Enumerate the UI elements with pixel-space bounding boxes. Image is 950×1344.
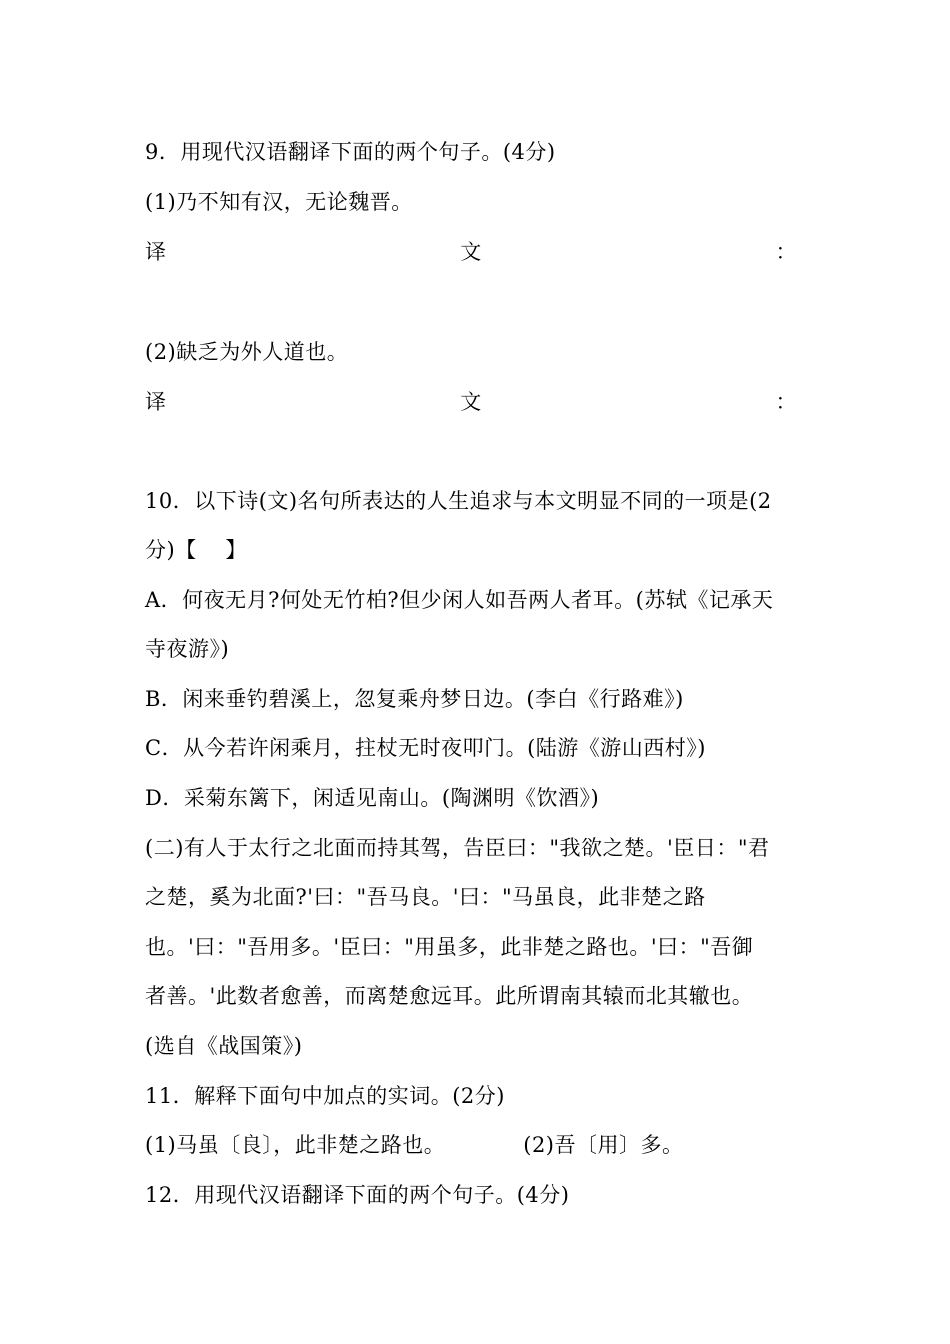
passage2-line-2: 之楚，奚为北面?'曰："吾马良。'曰："马虽良，此非楚之路 — [145, 885, 706, 909]
q10-option-b: B．闲来垂钓碧溪上，忽复乘舟梦日边。(李白《行路难》) — [145, 687, 684, 711]
translation-colon: ： — [775, 390, 797, 414]
q11-item-2: (2)吾〔用〕多。 — [523, 1133, 684, 1157]
q12-title: 12．用现代汉语翻译下面的两个句子。(4分) — [145, 1183, 570, 1207]
q9-sentence-2: (2)缺乏为外人道也。 — [145, 340, 349, 364]
q10-option-a-line-2: 寺夜游》) — [145, 637, 230, 661]
passage2-line-1: (二)有人于太行之北面而持其驾，告臣曰："我欲之楚。'臣日："君 — [145, 836, 770, 860]
q10-option-d: D．采菊东篱下，闲适见南山。(陶渊明《饮酒》) — [145, 786, 600, 810]
translation-colon: ： — [775, 240, 797, 264]
translation-label-wen: 文 — [460, 240, 482, 264]
q11-title: 11．解释下面句中加点的实词。(2分) — [145, 1084, 505, 1108]
q9-title: 9．用现代汉语翻译下面的两个句子。(4分) — [145, 140, 556, 164]
passage2-line-4: 者善。'此数者愈善，而离楚愈远耳。此所谓南其辕而北其辙也。 — [145, 984, 754, 1008]
translation-label-wen: 文 — [460, 390, 482, 414]
passage2-line-3: 也。'曰："吾用多。'臣曰："用虽多，此非楚之路也。'曰："吾御 — [145, 935, 754, 959]
translation-label-yi: 译 — [145, 240, 167, 264]
q11-items — [145, 1130, 810, 1160]
q9-translation-line-1 — [145, 237, 797, 267]
q9-translation-line-2 — [145, 387, 797, 417]
q9-sentence-1: (1)乃不知有汉，无论魏晋。 — [145, 190, 413, 214]
q10-option-a-line-1: A．何夜无月?何处无竹柏?但少闲人如吾两人者耳。(苏轼《记承天 — [145, 588, 774, 612]
q10-title-line-1: 10．以下诗(文)名句所表达的人生追求与本文明显不同的一项是(2 — [145, 489, 772, 513]
q10-option-c: C．从今若许闲乘月，拄杖无时夜叩门。(陆游《游山西村》) — [145, 736, 706, 760]
q10-title-line-2: 分)【 】 — [145, 538, 247, 562]
passage2-source: (选自《战国策》) — [145, 1034, 303, 1058]
translation-label-yi: 译 — [145, 390, 167, 414]
q11-item-1: (1)马虽〔良〕，此非楚之路也。 — [145, 1133, 446, 1157]
